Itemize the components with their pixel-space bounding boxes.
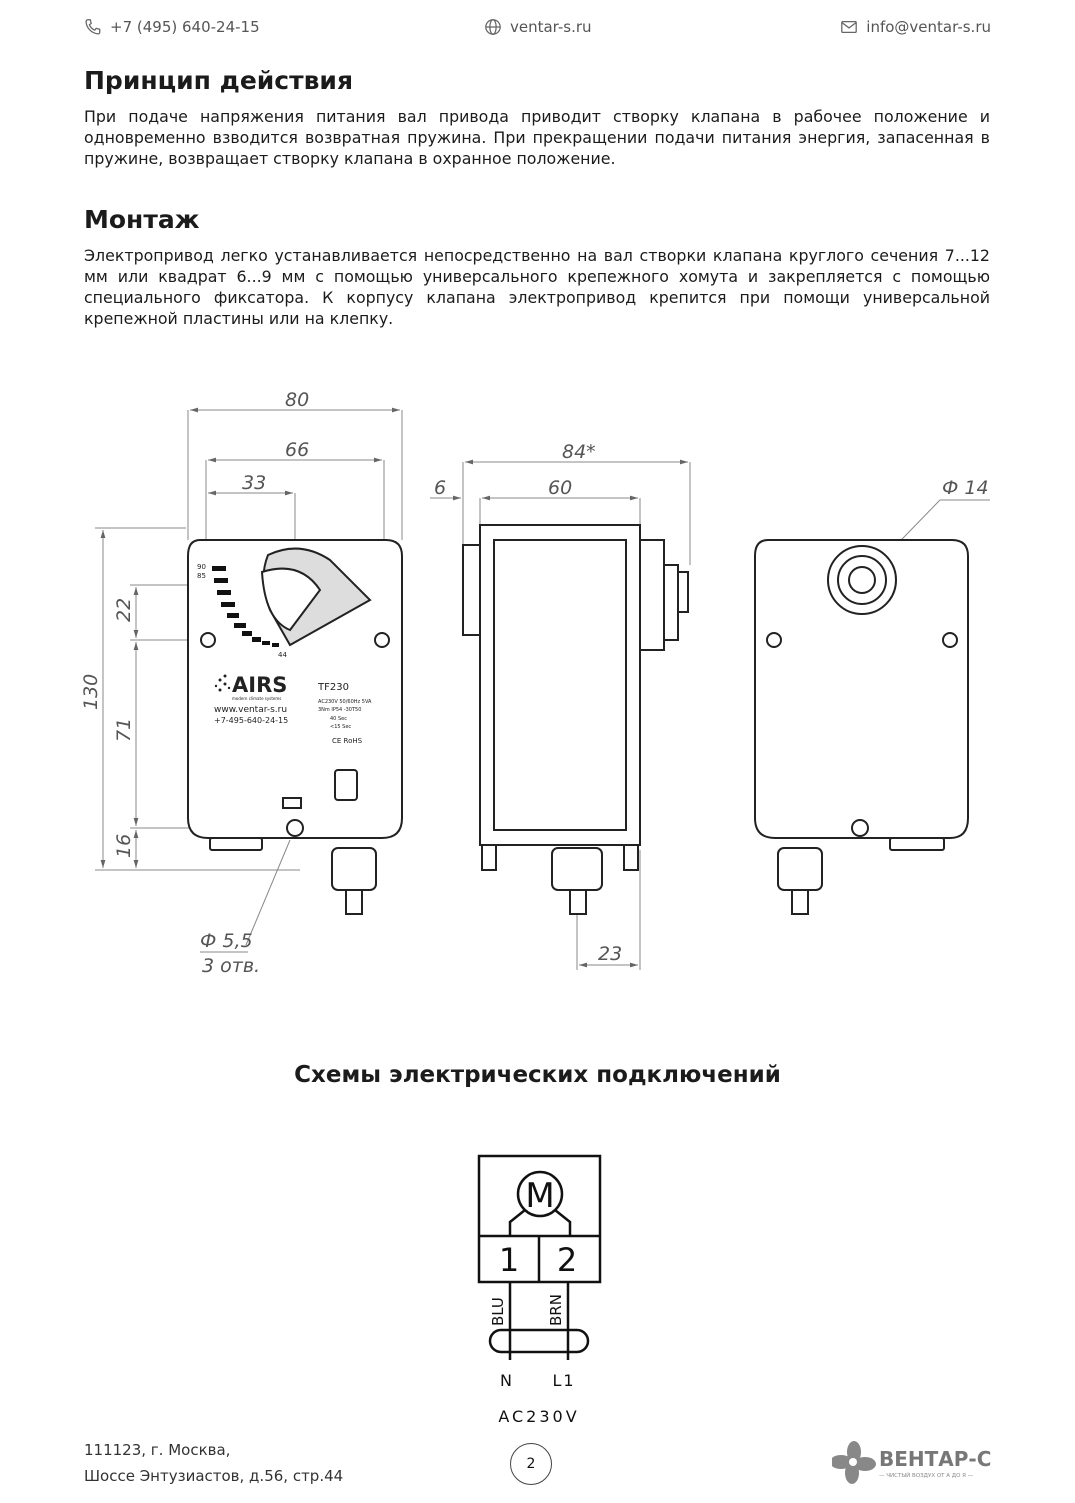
dim-33: 33 [242,472,267,494]
terminal-2: 2 [556,1241,578,1279]
scale-85: 85 [197,572,206,580]
label-model: TF230 [318,682,349,693]
back-view [755,540,968,914]
side-view [463,525,688,914]
dim-60: 60 [548,477,573,499]
fan-icon [832,1441,876,1484]
section-text-mounting: Электропривод легко устанавливается непосредственно на вал створки клапана круглого сечения 7...12 мм или квадрат 6...9 мм с помощью универсального крепежного хомута и закрепляется с помощью специального фиксатора. К корпусу клапана электропривод крепится при помощи универсальной крепежной пластины или на клепку. [84,246,990,328]
globe-icon [484,18,502,36]
label-t1: 40 Sec [330,716,347,722]
wiring-title: Схемы электрических подключений [294,1062,781,1088]
dim-d5-5: Ф 5,5 [200,930,253,952]
header-site-text: ventar-s.ru [510,18,592,36]
supply-label: AC230V [498,1407,580,1426]
label-brand-sub: modern climate systems [232,696,282,701]
mail-icon [840,18,858,36]
header-email-text: info@ventar-s.ru [866,18,991,36]
header-site[interactable] [484,18,592,36]
wire-brn: BRN [547,1294,565,1326]
label-t2: <15 Sec [330,724,352,730]
footer-address-line2: Шоссе Энтузиастов, д.56, стр.44 [84,1467,344,1485]
scale-90: 90 [197,563,206,571]
label-spec2: 3Nm IP54 -30T50 [318,707,362,713]
footer-address-line1: 111123, г. Москва, [84,1441,231,1459]
cable-sheath [490,1330,588,1352]
section-text-principle: При подаче напряжения питания вал привода приводит створку клапана в рабочее положение и одновременно взводится возвратная пружина. При прекращении подачи питания энергия, запасенная в пружине, возвращает створку клапана в охранное положение. [84,107,990,168]
terminal-1: 1 [498,1241,520,1279]
dim-80: 80 [285,389,310,411]
dim-23: 23 [598,943,623,965]
dim-130: 130 [80,673,102,710]
dim-84: 84* [562,441,596,463]
label-brand: AIRS [232,673,288,697]
label-url: www.ventar-s.ru [214,705,288,715]
terminal-l1: L1 [552,1371,576,1390]
dim-71: 71 [113,717,135,742]
phone-icon [84,18,102,36]
dim-holes: 3 отв. [202,955,261,977]
terminal-n: N [500,1371,512,1390]
header-phone[interactable] [84,18,260,36]
scale-end: 44 [278,651,287,659]
dim-16: 16 [113,833,135,858]
wire-blu: BLU [489,1297,507,1326]
dim-d14: Ф 14 [942,477,989,499]
ventar-s-logo [832,1440,992,1484]
header-email[interactable] [840,18,991,36]
top-contact-bar [84,18,991,40]
section-title-principle: Принцип действия [84,66,353,95]
footer-address [84,1437,343,1489]
label-spec1: AC230V 50/60Hz 5VA [318,699,372,705]
logo-slogan: — ЧИСТЫЙ ВОЗДУХ ОТ А ДО Я — [879,1473,974,1479]
page-number: 2 [510,1443,552,1485]
wiring-diagram [440,1140,640,1440]
dim-22: 22 [113,597,135,622]
dim-66: 66 [285,439,310,461]
motor-label: M [525,1176,555,1216]
label-marks: CE RoHS [332,737,363,745]
header-phone-text: +7 (495) 640-24-15 [110,18,260,36]
dim-6: 6 [434,477,447,499]
dimension-drawing [0,380,1075,980]
logo-text: ВЕНТАР-С [879,1447,992,1471]
front-view [188,540,402,914]
section-title-mounting: Монтаж [84,205,200,234]
label-phone: +7-495-640-24-15 [214,716,289,725]
